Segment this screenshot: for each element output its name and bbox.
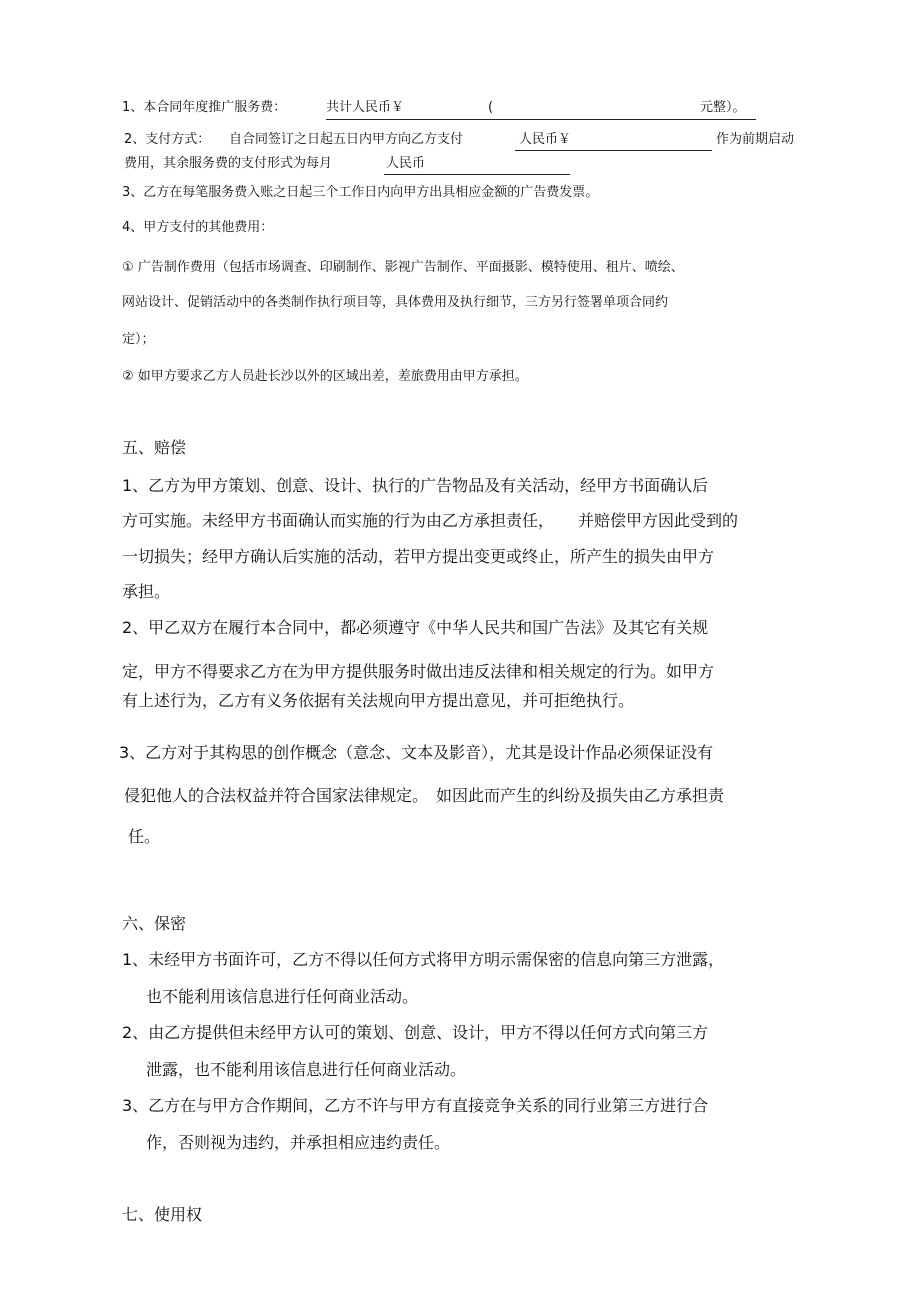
invoice-clause: 3、乙方在每笔服务费入账之日起三个工作日内向甲方出具相应金额的广告费发票。 bbox=[122, 185, 599, 200]
payment-method-label: 2、支付方式： bbox=[124, 132, 211, 147]
monthly-payment-rmb: 人民币 bbox=[386, 156, 426, 171]
section-6-p1-line-2: 也不能利用该信息进行任何商业活动。 bbox=[146, 987, 419, 1006]
initial-payment-rmb: 人民币￥ bbox=[519, 132, 572, 147]
section-5-p3-line-3: 任。 bbox=[128, 827, 161, 846]
other-fee-item-2: ② 如甲方要求乙方人员赴长沙以外的区域出差，差旅费用由甲方承担。 bbox=[122, 369, 528, 384]
section-5-p3-line-1: 3、乙方对于其构思的创作概念（意念、文本及影音），尤其是设计作品必须保证没有 bbox=[119, 743, 714, 762]
section-6-p2-line-2: 泄露，也不能利用该信息进行任何商业活动。 bbox=[146, 1060, 467, 1079]
fee-paren-open: ( bbox=[488, 100, 494, 115]
section-5-p3-line-2: 侵犯他人的合法权益并符合国家法律规定。 如因此而产生的纠纷及损失由乙方承担责 bbox=[124, 786, 725, 805]
payment-method-tail: 作为前期启动 bbox=[716, 132, 795, 147]
section-6-p2-line-1: 2、由乙方提供但未经甲方认可的策划、创意、设计，甲方不得以任何方式向第三方 bbox=[122, 1023, 709, 1042]
other-fee-item-1-line-1: ① 广告制作费用（包括市场调查、印刷制作、影视广告制作、平面摄影、模特使用、租片、喷绘、 bbox=[122, 260, 684, 275]
section-5-p1-line-4: 承担。 bbox=[122, 582, 171, 601]
section-5-p1-line-2: 方可实施。未经甲方书面确认而实施的行为由乙方承担责任， 并赔偿甲方因此受到的 bbox=[122, 511, 739, 530]
section-5-p1-line-1: 1、乙方为甲方策划、创意、设计、执行的广告物品及有关活动，经甲方书面确认后 bbox=[122, 476, 709, 495]
other-fee-item-1-line-2: 网站设计、促销活动中的各类制作执行项目等，具体费用及执行细节，三方另行签署单项合同约 bbox=[122, 295, 669, 310]
other-fee-item-1-line-3: 定）； bbox=[122, 332, 155, 347]
initial-payment-blank bbox=[515, 150, 712, 151]
section-5-p2-line-2: 定，甲方不得要求乙方在为甲方提供服务时做出违反法律和相关规定的行为。如甲方 bbox=[122, 662, 715, 681]
section-6-p3-line-1: 3、乙方在与甲方合作期间，乙方不许与甲方有直接竞争关系的同行业第三方进行合 bbox=[122, 1096, 709, 1115]
section-6-p1-line-1: 1、未经甲方书面许可，乙方不得以任何方式将甲方明示需保密的信息向第三方泄露， bbox=[122, 950, 725, 969]
payment-method-line2: 费用，其余服务费的支付形式为每月 bbox=[124, 156, 333, 171]
fee-unit-close: 元整）。 bbox=[700, 100, 746, 115]
fee-amount-blank bbox=[326, 119, 756, 120]
section-7-heading: 七、使用权 bbox=[122, 1205, 203, 1224]
fee-label: 1、本合同年度推广服务费： bbox=[122, 100, 287, 115]
monthly-payment-blank bbox=[384, 174, 570, 175]
other-fees-title: 4、甲方支付的其他费用： bbox=[122, 220, 274, 235]
section-5-p2-line-1: 2、甲乙双方在履行本合同中，都必须遵守《中华人民共和国广告法》及其它有关规 bbox=[122, 618, 709, 637]
section-5-p2-line-3: 有上述行为，乙方有义务依据有关法规向甲方提出意见，并可拒绝执行。 bbox=[122, 691, 635, 710]
fee-total-label: 共计人民币￥ bbox=[326, 100, 405, 115]
section-5-heading: 五、赔偿 bbox=[122, 438, 187, 457]
section-5-p1-line-3: 一切损失；经甲方确认后实施的活动，若甲方提出变更或终止，所产生的损失由甲方 bbox=[122, 547, 715, 566]
section-6-p3-line-2: 作，否则视为违约，并承担相应违约责任。 bbox=[146, 1133, 451, 1152]
section-6-heading: 六、保密 bbox=[122, 914, 187, 933]
payment-method-text: 自合同签订之日起五日内甲方向乙方支付 bbox=[229, 132, 464, 147]
